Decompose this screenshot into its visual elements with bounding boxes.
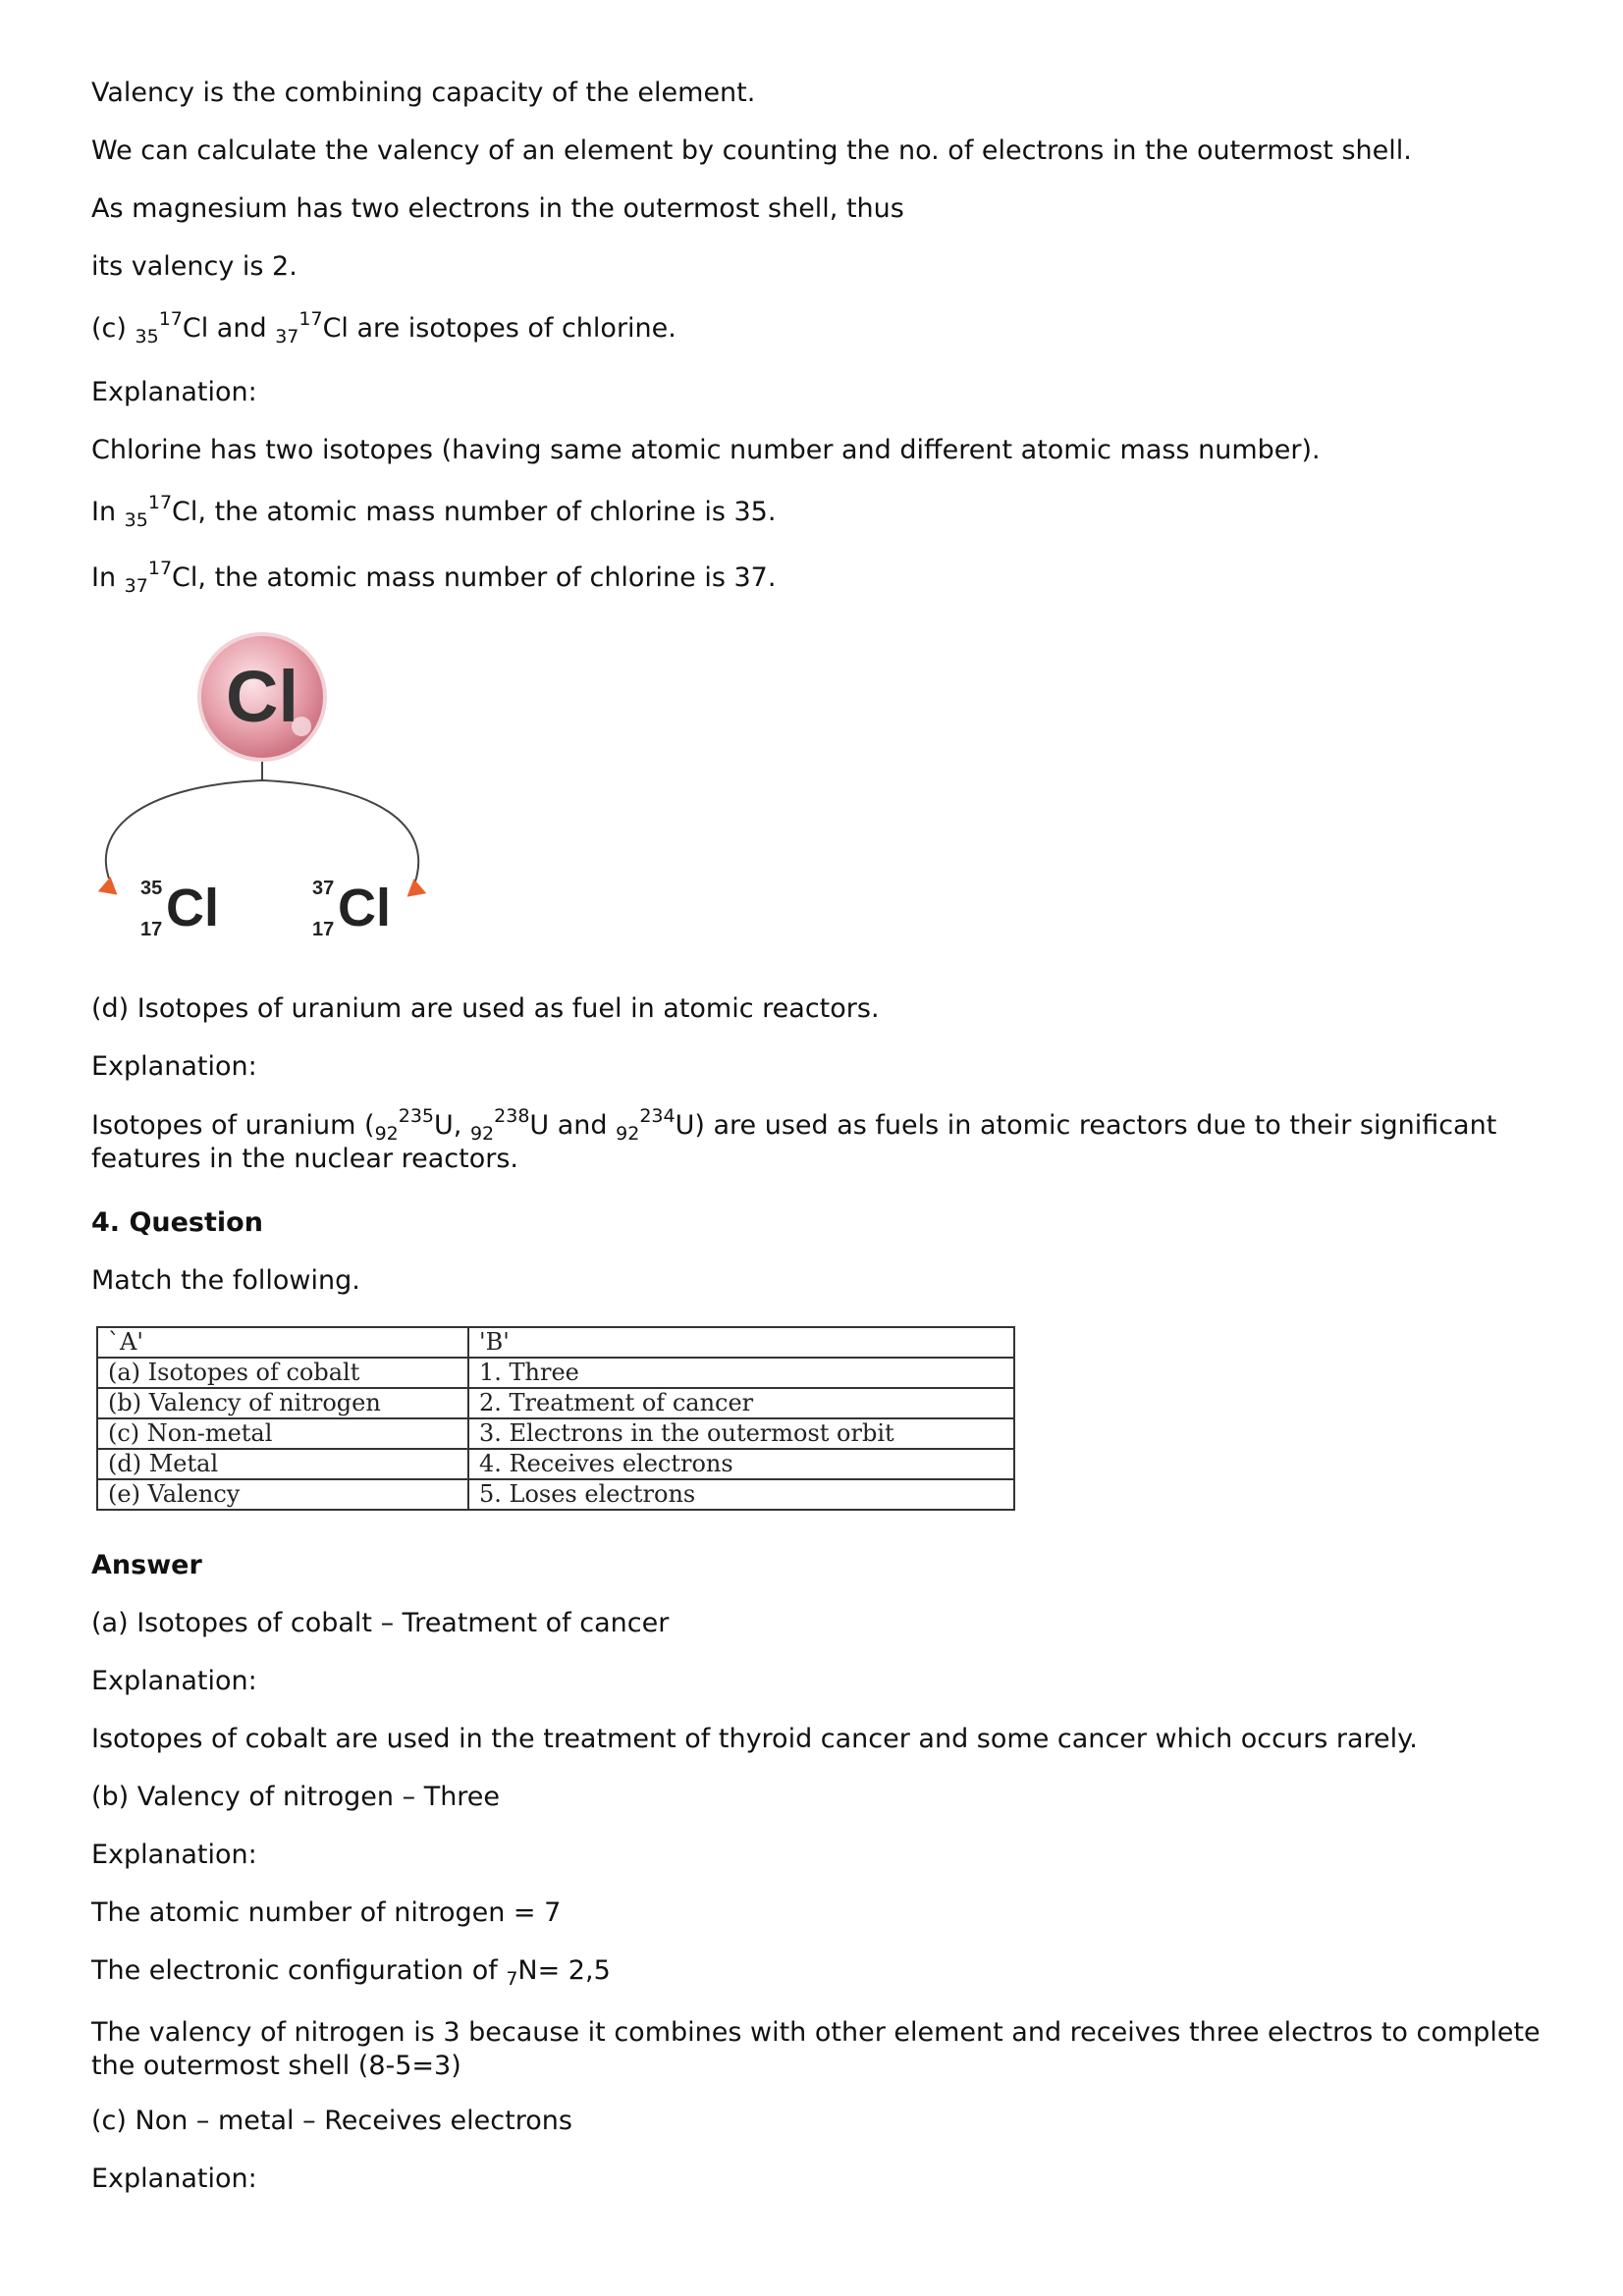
paragraph: Isotopes of uranium ($_{92}^{235}U$, $_{92}^{238}$U and $_{92}^{234}$U) are used as fuels in atomic reactors due to their significant features in the nuclear reactors.: [91, 1105, 1497, 1174]
parent-symbol: Cl: [226, 656, 298, 737]
answer-c-statement: (c) $_{35}^{17}$Cl and $_{37}^{17}$Cl are isotopes of chlorine.: [91, 308, 676, 347]
answer-d-statement: (d) Isotopes of uranium are used as fuel in atomic reactors.: [91, 993, 880, 1024]
explanation-label: Explanation:: [91, 2163, 257, 2194]
table-cell: 5. Loses electrons: [468, 1479, 1014, 1510]
table-cell: (d) Metal: [97, 1449, 468, 1479]
table-row: [97, 1479, 1014, 1510]
table-cell: (b) Valency of nitrogen: [97, 1388, 468, 1418]
table-cell: (c) Non-metal: [97, 1418, 468, 1449]
table-header-row: [97, 1327, 1014, 1358]
table-cell: (e) Valency: [97, 1479, 468, 1510]
table-cell: 1. Three: [468, 1358, 1014, 1388]
explanation-label: Explanation:: [91, 1840, 257, 1870]
table-cell: 4. Receives electrons: [468, 1449, 1014, 1479]
table-cell: (a) Isotopes of cobalt: [97, 1358, 468, 1388]
table-cell: 3. Electrons in the outermost orbit: [468, 1418, 1014, 1449]
answer-heading: Answer: [91, 1550, 202, 1580]
paragraph: Valency is the combining capacity of the element.: [91, 78, 756, 108]
table-cell: 2. Treatment of cancer: [468, 1388, 1014, 1418]
paragraph: Isotopes of cobalt are used in the treatment of thyroid cancer and some cancer which occurs rarely.: [91, 1724, 1418, 1754]
question-heading: 4. Question: [91, 1207, 263, 1238]
split-arc: [106, 780, 418, 881]
table-row: [97, 1449, 1014, 1479]
paragraph: The electronic configuration of $_7$N= 2,5: [91, 1955, 611, 1990]
header-cell-b: 'B': [468, 1327, 1014, 1358]
explanation-label: Explanation:: [91, 1051, 257, 1082]
question-text: Match the following.: [91, 1265, 360, 1296]
paragraph: In $_{37}^{17}$Cl, the atomic mass number of chlorine is 37.: [91, 558, 777, 597]
diagram-graphic: [91, 628, 445, 952]
paragraph: Chlorine has two isotopes (having same atomic number and different atomic mass number).: [91, 435, 1321, 465]
explanation-label: Explanation:: [91, 377, 257, 407]
explanation-label: Explanation:: [91, 1666, 257, 1696]
paragraph: its valency is 2.: [91, 251, 298, 282]
table-row: [97, 1418, 1014, 1449]
paragraph: The atomic number of nitrogen = 7: [91, 1897, 562, 1928]
answer-b-statement: (b) Valency of nitrogen – Three: [91, 1782, 501, 1812]
chlorine-isotopes-diagram: Cl 35 17 Cl 37 17 Cl: [91, 628, 445, 952]
paragraph: The valency of nitrogen is 3 because it combines with other element and receives three electros to complete the outermost shell (8-5=3): [91, 2017, 1541, 2081]
table-row: [97, 1358, 1014, 1388]
answer-c-statement-2: (c) Non – metal – Receives electrons: [91, 2106, 572, 2136]
answer-a-statement: (a) Isotopes of cobalt – Treatment of cancer: [91, 1608, 670, 1638]
header-cell-a: `A': [97, 1327, 468, 1358]
match-table: [96, 1326, 1015, 1511]
paragraph: In $_{35}^{17}$Cl, the atomic mass number of chlorine is 35.: [91, 492, 777, 531]
table-row: [97, 1388, 1014, 1418]
paragraph: We can calculate the valency of an element by counting the no. of electrons in the outermost shell.: [91, 135, 1412, 166]
paragraph: As magnesium has two electrons in the outermost shell, thus: [91, 193, 904, 224]
